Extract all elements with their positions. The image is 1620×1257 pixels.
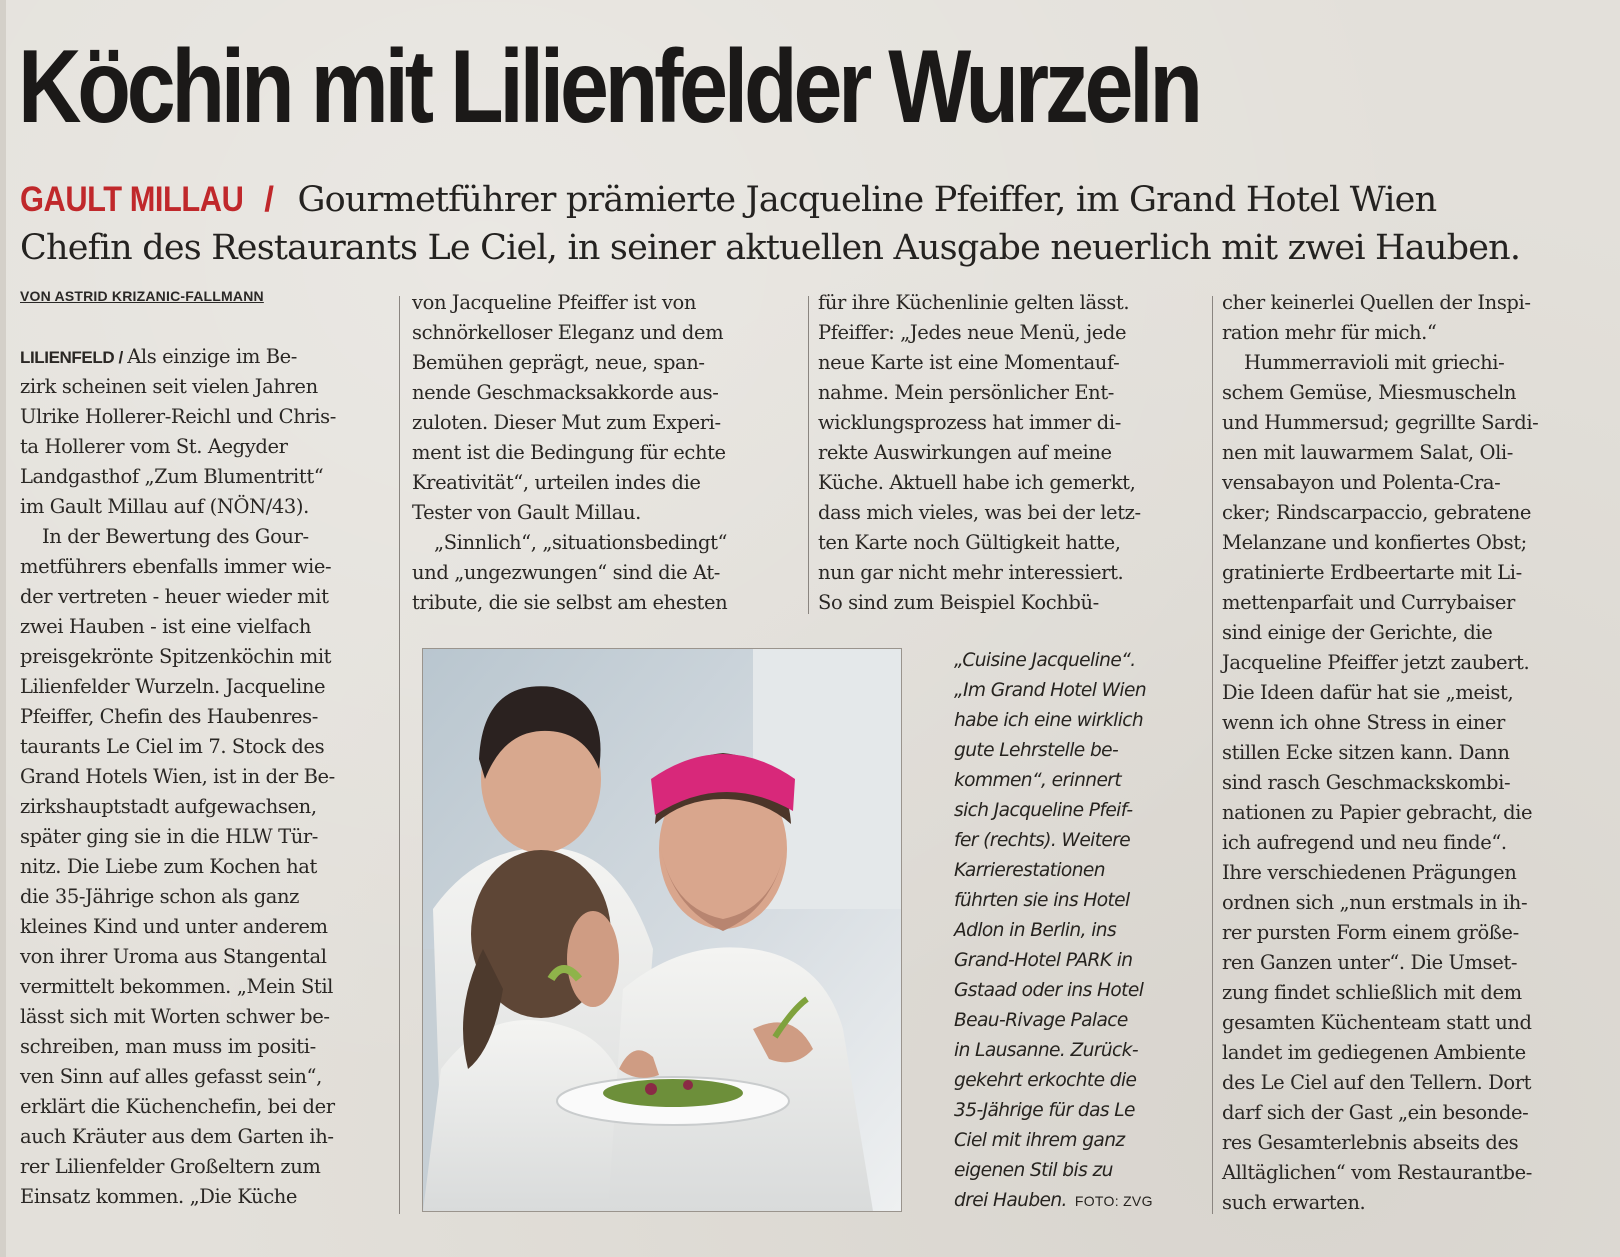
text-line: Alltäglichen“ vom Restaurantbe- — [1222, 1161, 1532, 1184]
text-line: nun gar nicht mehr interessiert. — [818, 561, 1124, 584]
text-line: Melanzane und konfiertes Obst; — [1222, 531, 1527, 554]
text-line: Ulrike Hollerer-Reichl und Chris- — [20, 405, 336, 428]
caption-text: „Cuisine Jacqueline“. — [954, 650, 1136, 671]
text-line: rer Lilienfelder Großeltern zum — [20, 1155, 321, 1178]
caption-text: 35-Jährige für das Le — [954, 1100, 1135, 1121]
text-line: landet im gediegenen Ambiente — [1222, 1041, 1526, 1064]
text-line: kleines Kind und unter anderem — [20, 915, 328, 938]
text-line: nitz. Die Liebe zum Kochen hat — [20, 855, 317, 878]
text-line: vensabayon und Polenta-Cra- — [1222, 471, 1501, 494]
text-line: zirk scheinen seit vielen Jahren — [20, 375, 318, 398]
text-line: ten Karte noch Gültigkeit hatte, — [818, 531, 1121, 554]
caption-text: fer (rechts). Weitere — [954, 830, 1131, 851]
text-line: Einsatz kommen. „Die Küche — [20, 1185, 298, 1208]
text-line: zirkshauptstadt aufgewachsen, — [20, 795, 317, 818]
caption-line — [954, 916, 1194, 946]
text-line: dass mich vieles, was bei der letz- — [818, 501, 1141, 524]
caption-line — [954, 976, 1194, 1006]
article-column-4 — [1222, 288, 1607, 1218]
text-line: rekte Auswirkungen auf meine — [818, 441, 1112, 464]
caption-text: Grand-Hotel PARK in — [954, 950, 1133, 971]
article-column-3 — [818, 288, 1198, 618]
text-line: sind einige der Gerichte, die — [1222, 621, 1493, 644]
column-rule-3 — [1212, 296, 1213, 1214]
text-line: erklärt die Küchenchefin, bei der — [20, 1095, 335, 1118]
article-column-2 — [412, 288, 792, 618]
text-line: gesamten Küchenteam statt und — [1222, 1011, 1532, 1034]
deck — [20, 176, 1600, 272]
text-line: nahme. Mein persönlicher Ent- — [818, 381, 1114, 404]
deck-line-2: Chefin des Restaurants Le Ciel, in seiner aktuellen Ausgabe neuerlich mit zwei Hauben. — [20, 228, 1521, 268]
caption-line — [954, 826, 1194, 856]
text-line: Jacqueline Pfeiffer jetzt zaubert. — [1222, 651, 1530, 674]
caption-line — [954, 1156, 1194, 1186]
text-line: gratinierte Erdbeertarte mit Li- — [1222, 561, 1522, 584]
text-line: In der Bewertung des Gour- — [42, 525, 309, 548]
caption-line — [954, 1096, 1194, 1126]
deck-text-1: Gourmetführer prämierte Jacqueline Pfeiffer, im Grand Hotel Wien — [297, 180, 1437, 220]
deck-kicker: GAULT MILLAU — [20, 180, 244, 219]
text-line: der vertreten - heuer wieder mit — [20, 585, 329, 608]
caption-line — [954, 946, 1194, 976]
photo-caption — [954, 646, 1194, 1216]
text-line: und Hummersud; gegrillte Sardi- — [1222, 411, 1539, 434]
text-line: schreiben, man muss im positi- — [20, 1035, 316, 1058]
text-line: nen mit lauwarmem Salat, Oli- — [1222, 441, 1513, 464]
text-line: Hummerravioli mit griechi- — [1244, 351, 1505, 374]
caption-line — [954, 1006, 1194, 1036]
photo-credit: FOTO: ZVG — [1074, 1193, 1153, 1209]
caption-text: gute Lehrstelle be- — [954, 740, 1119, 761]
text-line: zwei Hauben - ist eine vielfach — [20, 615, 312, 638]
text-line: darf sich der Gast „ein besonde- — [1222, 1101, 1529, 1124]
text-line: im Gault Millau auf (NÖN/43). — [20, 495, 309, 518]
byline: VON ASTRID KRIZANIC-FALLMANN — [20, 288, 264, 304]
text-line: Pfeiffer, Chefin des Haubenres- — [20, 705, 318, 728]
text-line: zung findet schließlich mit dem — [1222, 981, 1522, 1004]
caption-text: sich Jacqueline Pfeif- — [954, 800, 1133, 821]
caption-line — [954, 1186, 1194, 1216]
deck-separator: / — [264, 180, 274, 219]
text-line: ment ist die Bedingung für echte — [412, 441, 726, 464]
text-line: und „ungezwungen“ sind die At- — [412, 561, 720, 584]
text-line: preisgekrönte Spitzenköchin mit — [20, 645, 332, 668]
caption-line — [954, 766, 1194, 796]
caption-line — [954, 796, 1194, 826]
text-line: Grand Hotels Wien, ist in der Be- — [20, 765, 335, 788]
deck-line-1 — [20, 176, 1600, 224]
text-line: Kreativität“, urteilen indes die — [412, 471, 701, 494]
caption-line — [954, 856, 1194, 886]
caption-line — [954, 886, 1194, 916]
caption-line — [954, 1066, 1194, 1096]
text-line: stillen Ecke sitzen kann. Dann — [1222, 741, 1510, 764]
text-line: für ihre Küchenlinie gelten lässt. — [818, 291, 1130, 314]
text-line: ration mehr für mich.“ — [1222, 321, 1437, 344]
text-line: Tester von Gault Millau. — [412, 501, 641, 524]
column-rule-1 — [399, 296, 400, 1214]
text-line: Pfeiffer: „Jedes neue Menü, jede — [818, 321, 1127, 344]
text-line: auch Kräuter aus dem Garten ih- — [20, 1125, 334, 1148]
caption-line — [954, 1036, 1194, 1066]
caption-text: Ciel mit ihrem ganz — [954, 1130, 1125, 1151]
text-line: Die Ideen dafür hat sie „meist, — [1222, 681, 1514, 704]
headline: Köchin mit Lilienfelder Wurzeln — [18, 29, 1199, 145]
text-line: metführers ebenfalls immer wie- — [20, 555, 332, 578]
text-line: vermittelt bekommen. „Mein Stil — [20, 975, 334, 998]
text-line: wenn ich ohne Stress in einer — [1222, 711, 1505, 734]
text-line: Bemühen geprägt, neue, span- — [412, 351, 705, 374]
caption-text: „Im Grand Hotel Wien — [954, 680, 1147, 701]
text-line: nende Geschmacksakkorde aus- — [412, 381, 719, 404]
text-line: cker; Rindscarpaccio, gebratene — [1222, 501, 1532, 524]
text-line: von ihrer Uroma aus Stangental — [20, 945, 327, 968]
kitchen-photo — [422, 648, 902, 1212]
text-line: ta Hollerer vom St. Aegyder — [20, 435, 288, 458]
caption-text: Adlon in Berlin, ins — [954, 920, 1117, 941]
caption-line — [954, 736, 1194, 766]
text-line: Ihre verschiedenen Prägungen — [1222, 861, 1517, 884]
chefs-illustration — [423, 649, 901, 1211]
dateline: LILIENFELD / — [20, 348, 128, 367]
text-line: res Gesamterlebnis abseits des — [1222, 1131, 1519, 1154]
column-rule-2 — [808, 296, 809, 614]
caption-text: eigenen Stil bis zu — [954, 1160, 1113, 1181]
caption-text: drei Hauben. — [954, 1190, 1067, 1211]
caption-line — [954, 1126, 1194, 1156]
text-line — [20, 342, 392, 372]
caption-text: Beau-Rivage Palace — [954, 1010, 1128, 1031]
text-line: So sind zum Beispiel Kochbü- — [818, 591, 1099, 614]
text-line: später ging sie in die HLW Tür- — [20, 825, 318, 848]
text-line: rer pursten Form einem größe- — [1222, 921, 1519, 944]
text-line: sind rasch Geschmackskombi- — [1222, 771, 1511, 794]
text-line: neue Karte ist eine Momentauf- — [818, 351, 1120, 374]
text-line: tribute, die sie selbst am ehesten — [412, 591, 728, 614]
text-line: nationen zu Papier gebracht, die — [1222, 801, 1533, 824]
caption-line — [954, 706, 1194, 736]
text-line: schnörkelloser Eleganz und dem — [412, 321, 724, 344]
text-line: ordnen sich „nun erstmals in ih- — [1222, 891, 1528, 914]
caption-text: gekehrt erkochte die — [954, 1070, 1137, 1091]
text-line: Lilienfelder Wurzeln. Jacqueline — [20, 675, 326, 698]
text-line: zuloten. Dieser Mut zum Experi- — [412, 411, 721, 434]
text-line: schem Gemüse, Miesmuscheln — [1222, 381, 1517, 404]
caption-text: habe ich eine wirklich — [954, 710, 1144, 731]
text-line: ven Sinn auf alles gefasst sein“, — [20, 1065, 322, 1088]
text-line: lässt sich mit Worten schwer be- — [20, 1005, 330, 1028]
text-line: mettenparfait und Currybaiser — [1222, 591, 1515, 614]
text-line: die 35-Jährige schon als ganz — [20, 885, 300, 908]
article-column-1 — [20, 342, 392, 1212]
text-line: such erwarten. — [1222, 1191, 1366, 1214]
page-edge — [0, 0, 6, 1257]
text-line: taurants Le Ciel im 7. Stock des — [20, 735, 325, 758]
text-line-rest: Als einzige im Be- — [127, 345, 297, 368]
caption-text: kommen“, erinnert — [954, 770, 1122, 791]
text-line: „Sinnlich“, „situationsbedingt“ — [434, 531, 728, 554]
caption-text: Karrierestationen — [954, 860, 1105, 881]
text-line: Landgasthof „Zum Blumentritt“ — [20, 465, 324, 488]
caption-line — [954, 646, 1194, 676]
text-line: Küche. Aktuell habe ich gemerkt, — [818, 471, 1136, 494]
text-line: ren Ganzen unter“. Die Umset- — [1222, 951, 1518, 974]
caption-text: führten sie ins Hotel — [954, 890, 1130, 911]
text-line: wicklungsprozess hat immer di- — [818, 411, 1121, 434]
caption-text: in Lausanne. Zurück- — [954, 1040, 1138, 1061]
caption-line — [954, 676, 1194, 706]
text-line: ich aufregend und neu finde“. — [1222, 831, 1507, 854]
text-line: von Jacqueline Pfeiffer ist von — [412, 291, 697, 314]
text-line: cher keinerlei Quellen der Inspi- — [1222, 291, 1531, 314]
text-line: des Le Ciel auf den Tellern. Dort — [1222, 1071, 1532, 1094]
caption-text: Gstaad oder ins Hotel — [954, 980, 1144, 1001]
